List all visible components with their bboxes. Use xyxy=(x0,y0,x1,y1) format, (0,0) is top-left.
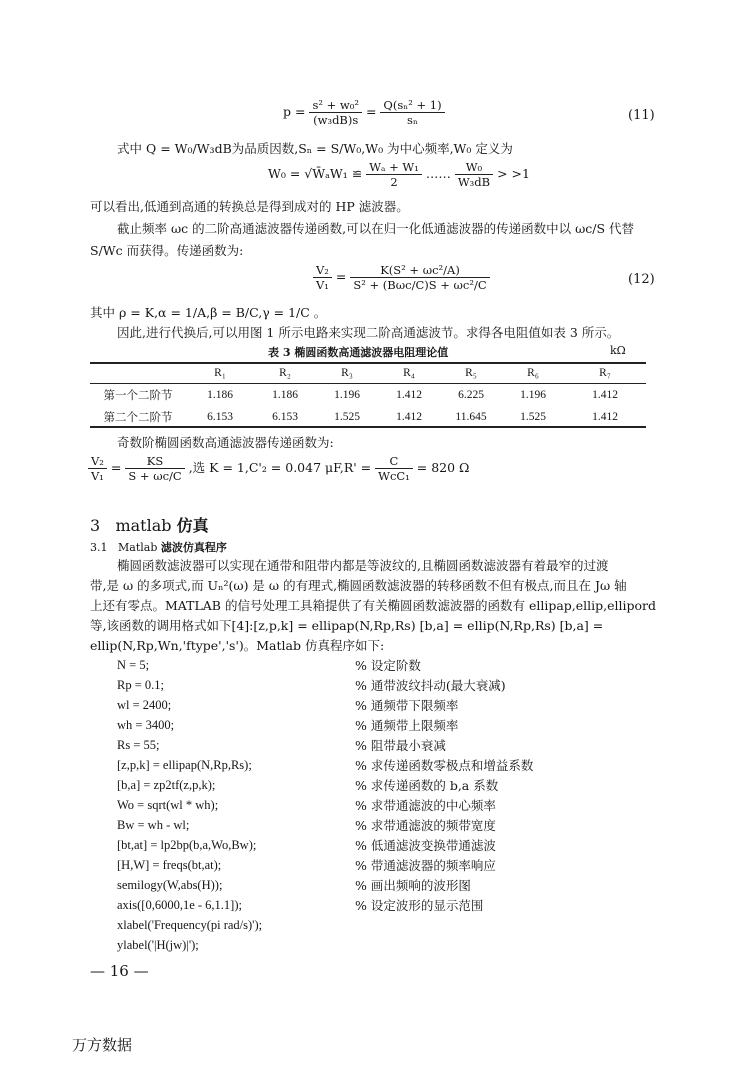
table3-header-cell: R₃ xyxy=(341,367,353,379)
watermark: 万方数据 xyxy=(72,1036,133,1054)
code-line: wh = 3400; xyxy=(117,718,175,732)
code-comment: % 求传递函数的 b,a 系数 xyxy=(355,778,499,793)
code-comment: % 设定波形的显示范围 xyxy=(355,898,484,913)
code-comment: % 求带通滤波的中心频率 xyxy=(355,798,496,813)
table-cell: 11.645 xyxy=(455,411,487,423)
code-comment: % 画出频响的波形图 xyxy=(355,878,471,893)
table3-header-cell: R₆ xyxy=(527,367,539,379)
odd-order-line: 奇数阶椭圆函数高通滤波器传递函数为: xyxy=(117,435,334,450)
section-3-1-title-cn: 滤波仿真程序 xyxy=(160,541,227,554)
table3-header-cell: R₇ xyxy=(599,367,611,379)
equation-13: $\frac{\text{V₂}}{\text{V₁}}$ = $\frac{KS}{S + \omega c/C}$ ,选 K = 1,C'₂ = 0.047 μF,R' = $\frac{C}{\text{WcC₁}}$ = 820 Ω xyxy=(88,454,469,483)
section-3-heading xyxy=(90,513,209,536)
table-cell: 1.525 xyxy=(334,411,360,423)
code-line: [b,a] = zp2tf(z,p,k); xyxy=(117,778,216,792)
table-cell: 6.225 xyxy=(458,389,484,401)
page-number: — 16 — xyxy=(90,962,149,980)
section-3-1-title-latin: Matlab xyxy=(118,541,158,554)
body-line: 带,是 ω 的多项式,而 Uₙ²(ω) 是 ω 的有理式,椭圆函数滤波器的转移函数不但有极点,而且在 Jω 轴 xyxy=(90,578,627,593)
paragraph-cutoff-line1: 截止频率 ωc 的二阶高通滤波器传递函数,可以在归一化低通滤波器的传递函数中以 ωc/S 代替 xyxy=(117,221,635,236)
equation-12: $\frac{\text{V₂}}{\text{V₁}}$ = $\frac{\text{K(S² + ωc²/A)}}{\text{S² + (Bωc/C)S + ωc²/C}}$ xyxy=(313,263,490,292)
table-cell: 1.186 xyxy=(272,389,298,401)
code-line: Wo = sqrt(wl * wh); xyxy=(117,798,219,812)
table-cell: 1.186 xyxy=(207,389,233,401)
table3-unit: kΩ xyxy=(610,344,626,357)
body-line: ellip(N,Rp,Wn,'ftype','s')。Matlab 仿真程序如下: xyxy=(90,638,385,653)
section-3-1-number: 3.1 xyxy=(90,541,108,554)
table3-row-label: 第一个二阶节 xyxy=(103,390,173,402)
eq13-fraction-2: $\frac{KS}{S + \omega c/C}$ xyxy=(125,454,184,483)
code-line: ylabel('|H(jw)|'); xyxy=(117,938,199,952)
equation-11-number: (11) xyxy=(628,108,655,123)
table-cell: 1.412 xyxy=(592,411,618,423)
code-comment: % 求传递函数零极点和增益系数 xyxy=(355,758,534,773)
code-comment: % 低通滤波变换带通滤波 xyxy=(355,838,496,853)
table3-row-label: 第二个二阶节 xyxy=(103,412,173,424)
section-3-1-heading xyxy=(90,539,227,555)
eq13-fraction-1: $\frac{\text{V₂}}{\text{V₁}}$ xyxy=(88,454,107,483)
section-3-title-latin: matlab xyxy=(115,516,172,535)
table3-header-cell: R₂ xyxy=(279,367,291,379)
body-line: 等,该函数的调用格式如下[4]:[z,p,k] = ellipap(N,Rp,Rs) [b,a] = ellip(N,Rp,Rs) [b,a] = xyxy=(90,618,604,633)
eq11-fraction-1: $\frac{\text{s² + w₀²}}{\text{(w₃dB)s}}$ xyxy=(309,98,362,127)
paragraph-hp-pair: 可以看出,低通到高通的转换总是得到成对的 HP 滤波器。 xyxy=(90,199,409,214)
table3-header-cell xyxy=(90,362,186,384)
equation-12-number: (12) xyxy=(628,272,655,287)
table-cell: 1.525 xyxy=(520,411,546,423)
body-line: 椭圆函数滤波器可以实现在通带和阻带内都是等波纹的,且椭圆函数滤波器有着最窄的过渡 xyxy=(117,558,609,573)
table3 xyxy=(90,362,646,428)
table3-header-cell: R₁ xyxy=(214,367,226,379)
table3-header-row xyxy=(90,362,646,384)
paragraph-substitution: 因此,进行代换后,可以用图 1 所示电路来实现二阶高通滤波节。求得各电阻值如表 3 所示。 xyxy=(117,325,620,340)
code-comment: % 通频带上限频率 xyxy=(355,718,459,733)
table-cell: 1.196 xyxy=(520,389,546,401)
table3-header-cell: R₄ xyxy=(403,367,415,379)
eq12-fraction-2: $\frac{\text{K(S² + ωc²/A)}}{\text{S² + (Bωc/C)S + ωc²/C}}$ xyxy=(350,263,489,292)
equation-w0: W₀ = √W̄ₐW₁ ≌ $\frac{\text{Wₐ + W₁}}{2}$ …… $\frac{\text{W₀}}{\text{W₃dB}}$ > >1 xyxy=(268,160,530,189)
code-comment: % 求带通滤波的频带宽度 xyxy=(355,818,496,833)
code-comment: % 通带波纹抖动(最大衰减) xyxy=(355,678,506,693)
table-row xyxy=(90,406,646,428)
table-cell: 1.412 xyxy=(396,411,422,423)
code-comment: % 阻带最小衰减 xyxy=(355,738,446,753)
code-line: N = 5; xyxy=(117,658,150,672)
eq13-fraction-3: $\frac{C}{\text{WcC₁}}$ xyxy=(375,454,413,483)
table-cell: 1.412 xyxy=(592,389,618,401)
code-line: semilogy(W,abs(H)); xyxy=(117,878,223,892)
table3-header-cell: R₅ xyxy=(465,367,477,379)
eq11-fraction-2: $\frac{\text{Q(sₙ² + 1)}}{\text{sₙ}}$ xyxy=(380,98,444,127)
code-line: Bw = wh - wl; xyxy=(117,818,190,832)
code-comment: % 带通滤波器的频率响应 xyxy=(355,858,496,873)
rho-definition-line: 其中 ρ = K,α = 1/A,β = B/C,γ = 1/C 。 xyxy=(90,305,327,320)
code-line: Rs = 55; xyxy=(117,738,160,752)
section-3-number: 3 xyxy=(90,516,101,535)
code-line: [z,p,k] = ellipap(N,Rp,Rs); xyxy=(117,758,252,772)
paragraph-cutoff-line2: S/Wc 而获得。传递函数为: xyxy=(90,243,244,258)
code-comment: % 设定阶数 xyxy=(355,658,421,673)
code-line: xlabel('Frequency(pi rad/s)'); xyxy=(117,918,263,932)
code-comment: % 通频带下限频率 xyxy=(355,698,459,713)
table3-caption: 表 3 椭圆函数高通滤波器电阻理论值 xyxy=(268,346,449,359)
eq12-fraction-1: $\frac{\text{V₂}}{\text{V₁}}$ xyxy=(313,263,332,292)
equation-11: p = $\frac{\text{s² + w₀²}}{\text{(w₃dB)s}}$ = $\frac{\text{Q(sₙ² + 1)}}{\text{sₙ}}$ xyxy=(283,98,445,127)
code-line: [bt,at] = lp2bp(b,a,Wo,Bw); xyxy=(117,838,257,852)
q-definition-line: 式中 Q = W₀/W₃dB为品质因数,Sₙ = S/W₀,W₀ 为中心频率,W₀ 定义为 xyxy=(117,141,513,156)
w0-fraction-2: $\frac{\text{W₀}}{\text{W₃dB}}$ xyxy=(455,160,493,189)
body-line: 上还有零点。MATLAB 的信号处理工具箱提供了有关椭圆函数滤波器的函数有 ellipap,ellip,ellipord xyxy=(90,598,657,613)
table-row xyxy=(90,384,646,406)
code-line: axis([0,6000,1e - 6,1.1]); xyxy=(117,898,242,912)
code-line: wl = 2400; xyxy=(117,698,172,712)
eq11-lhs: p = xyxy=(283,104,306,119)
code-line: Rp = 0.1; xyxy=(117,678,164,692)
table-cell: 1.196 xyxy=(334,389,360,401)
code-line: [H,W] = freqs(bt,at); xyxy=(117,858,222,872)
table-cell: 6.153 xyxy=(207,411,233,423)
table-cell: 1.412 xyxy=(396,389,422,401)
section-3-title-cn: 仿真 xyxy=(176,516,209,535)
table-cell: 6.153 xyxy=(272,411,298,423)
w0-fraction-1: $\frac{\text{Wₐ + W₁}}{2}$ xyxy=(366,160,422,189)
